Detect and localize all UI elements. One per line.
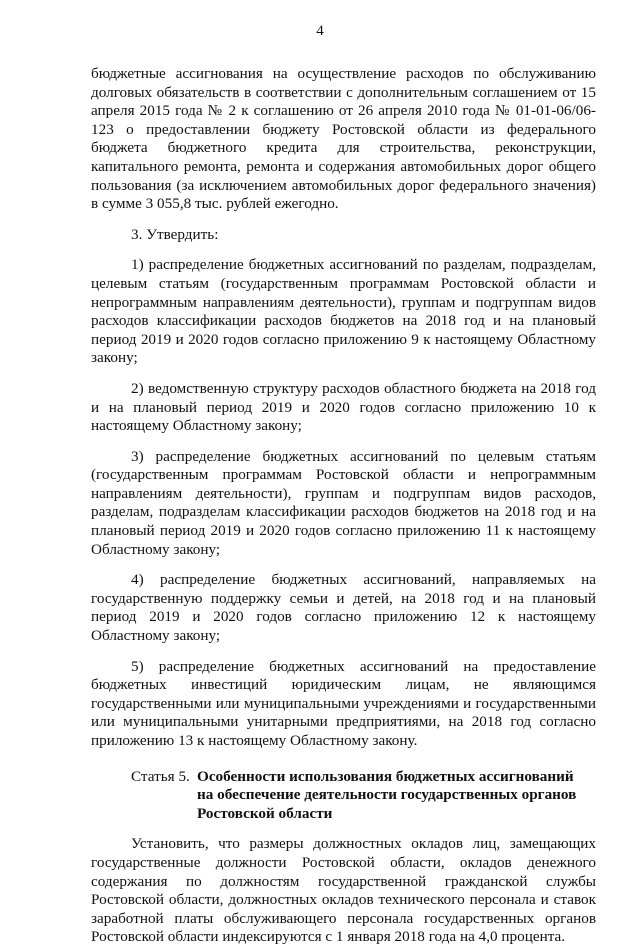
paragraph-budget-allocations: бюджетные ассигнования на осуществление расходов по обслуживанию долговых обязательств в соответствии с дополнительным соглашением от 15 апреля 2015 года № 2 к соглашению от 26 апреля 2010 года № 01-01-06/06-123 о предоставлении бюджету Ростовской области из федерального бюджета бюджетного кредита для строительства, реконструкции, капитального ремонта, ремонта и содержания автомобильных дорог общего пользования (за исключением автомобильных дорог федерального значения) в сумме 3 055,8 тыс. рублей ежегодно. [91,65,596,213]
article-number: Статья 5. [131,767,190,785]
article-title: Особенности использования бюджетных ассигнований на обеспечение деятельности государственных органов Ростовской области [197,767,577,822]
article-heading [91,768,596,824]
list-item-5: 5) распределение бюджетных ассигнований на предоставление бюджетных инвестиций юридическим лицам, не являющимся государственными или муниципальными учреждениями и государственными или муниципальными унитарными предприятиями, на 2018 год согласно приложению 13 к настоящему Областному закону. [91,657,596,749]
paragraph-approve-heading: 3. Утвердить: [131,225,219,243]
list-item-4: 4) распределение бюджетных ассигнований, направляемых на государственную поддержку семьи и детей, на 2018 год и на плановый период 2019 и 2020 годов согласно приложению 12 к настоящему Областному закону; [91,571,596,645]
document-body [91,65,596,947]
paragraph-salary-indexation: Установить, что размеры должностных окладов лиц, замещающих государственные должности Ростовской области, окладов денежного содержания по должностям государственной гражданской службы Ростовской области, должностных окладов технического персонала и ставок заработной платы обслуживающего персонала государственных органов Ростовской области индексируются с 1 января 2018 года на 4,0 процента. [91,835,596,946]
list-item-1: 1) распределение бюджетных ассигнований по разделам, подразделам, целевым статьям (государственным программам Ростовской области и непрограммным направлениям деятельности), группам и подгруппам видов расходов классификации расходов бюджетов на 2018 год и на плановый период 2019 и 2020 годов согласно приложению 9 к настоящему Областному закону; [91,256,596,367]
list-item-3: 3) распределение бюджетных ассигнований по целевым статьям (государственным программам Ростовской области и непрограммным направлениям деятельности), группам и подгруппам видов расходов, разделам, подразделам классификации расходов бюджетов на 2018 год и на плановый период 2019 и 2020 годов согласно приложению 11 к настоящему Областному закону; [91,447,596,558]
list-item-2: 2) ведомственную структуру расходов областного бюджета на 2018 год и на плановый период 2019 и 2020 годов согласно приложению 10 к настоящему Областному закону; [91,379,596,435]
page-number: 4 [316,23,324,39]
